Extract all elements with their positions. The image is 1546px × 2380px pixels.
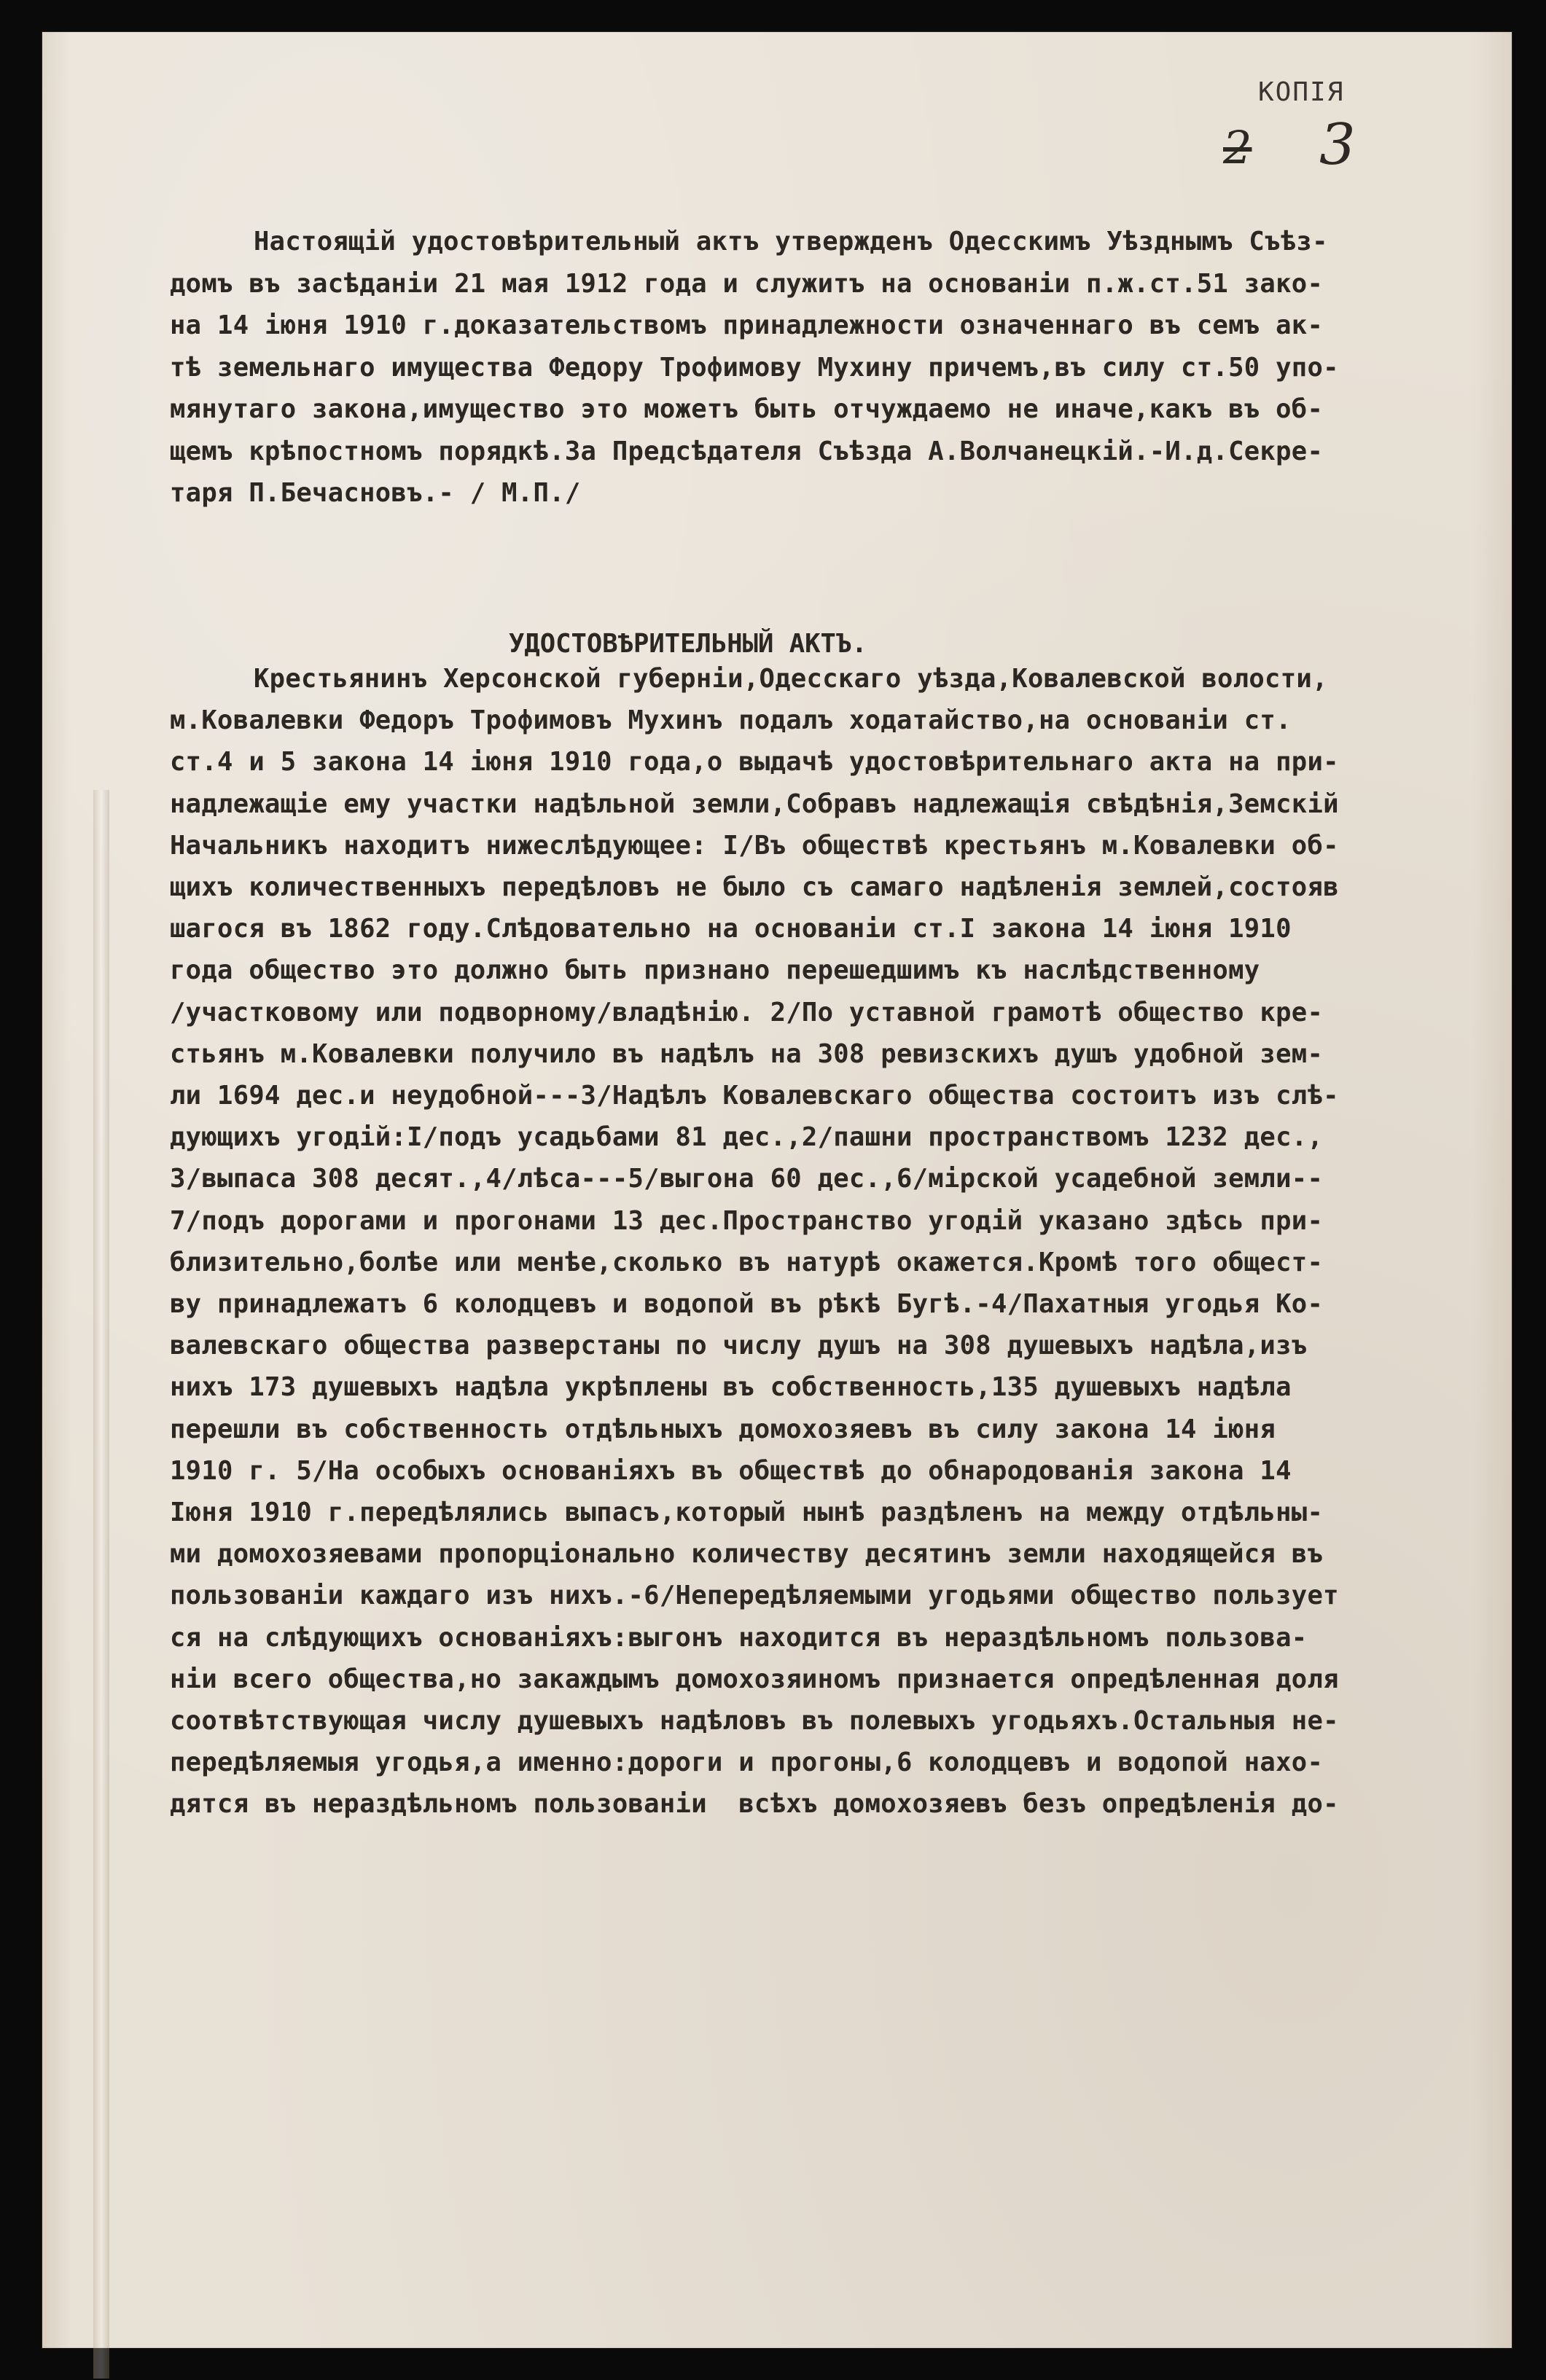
text-line: домъ въ засѣданіи 21 мая 1912 года и служитъ на основаніи п.ж.ст.51 зако- [170, 268, 1324, 299]
text-line: надлежащіе ему участки надѣльной земли,Собравъ надлежащія свѣдѣнія,Земскій [170, 788, 1339, 819]
text-line: близительно,болѣе или менѣе,сколько въ натурѣ окажется.Кромѣ того общест- [170, 1247, 1324, 1277]
text-line: Іюня 1910 г.передѣлялись выпасъ,который нынѣ раздѣленъ на между отдѣльны- [170, 1498, 1324, 1527]
text-line: 1910 г. 5/На особыхъ основаніяхъ въ обществѣ до обнародованія закона 14 [170, 1455, 1292, 1486]
text-line: ми домохозяевами пропорціонально количеству десятинъ земли находящейся въ [170, 1539, 1324, 1570]
text-line: ніи всего общества,но закаждымъ домохозяиномъ признается опредѣленная доля [170, 1664, 1339, 1694]
text-line: Начальникъ находитъ нижеслѣдующее: I/Въ обществѣ крестьянъ м.Ковалевки об- [170, 830, 1339, 861]
text-line: ся на слѣдующихъ основаніяхъ:выгонъ находится въ нераздѣльномъ пользова- [170, 1622, 1308, 1653]
copy-mark: КОПІЯ [1258, 77, 1345, 107]
text-line: пользованіи каждаго изъ нихъ.-6/Непередѣляемыми угодьями общество пользует [170, 1581, 1339, 1611]
text-line: щемъ крѣпостномъ порядкѣ.За Предсѣдателя Съѣзда А.Волчанецкій.-И.д.Секре- [170, 436, 1324, 466]
text-line: ву принадлежатъ 6 колодцевъ и водопой въ рѣкѣ Бугѣ.-4/Пахатныя угодья Ко- [170, 1289, 1324, 1319]
text-line: шагося въ 1862 году.Слѣдовательно на основаніи ст.I закона 14 іюня 1910 [170, 914, 1292, 944]
text-line: дятся въ нераздѣльномъ пользованіи всѣхъ домохозяевъ безъ опредѣленія до- [170, 1789, 1339, 1820]
document-title: УДОСТОВѢРИТЕЛЬНЫЙ АКТЪ. [509, 629, 867, 659]
text-line: стьянъ м.Ковалевки получило въ надѣлъ на 308 ревизскихъ душъ удобной зем- [170, 1038, 1324, 1069]
text-line: 3/выпаса 308 десят.,4/лѣса---5/выгона 60 дес.,6/мірской усадебной земли-- [170, 1164, 1324, 1194]
text-line: дующихъ угодій:I/подъ усадьбами 81 дес.,2/пашни пространствомъ 1232 дес., [170, 1122, 1324, 1153]
text-line: на 14 іюня 1910 г.доказательствомъ принадлежности означеннаго въ семъ ак- [170, 310, 1324, 340]
text-line: ли 1694 дес.и неудобной---3/Надѣлъ Ковалевскаго общества состоитъ изъ слѣ- [170, 1081, 1339, 1111]
text-line: перешли въ собственность отдѣльныхъ домохозяевъ въ силу закона 14 іюня [170, 1414, 1276, 1444]
text-line: мянутаго закона,имущество это можетъ быть отчуждаемо не иначе,какъ въ об- [170, 394, 1324, 424]
document-text [42, 32, 1512, 2348]
text-line: ст.4 и 5 закона 14 іюня 1910 года,о выдачѣ удостовѣрительнаго акта на при- [170, 747, 1339, 778]
text-line: валевскаго общества разверстаны по числу душъ на 308 душевыхъ надѣла,изъ [170, 1331, 1308, 1361]
text-line: таря П.Бечасновъ.- / М.П./ [170, 478, 581, 508]
text-line: года общество это должно быть признано перешедшимъ къ наслѣдственному [170, 955, 1260, 986]
document-page [42, 32, 1512, 2348]
text-line: Настоящій удостовѣрительный актъ утвержденъ Одесскимъ Уѣзднымъ Съѣз- [254, 227, 1328, 257]
text-line: м.Ковалевки Федоръ Трофимовъ Мухинъ подалъ ходатайство,на основаніи ст. [170, 705, 1292, 736]
text-line: Крестьянинъ Херсонской губерніи,Одесскаго уѣзда,Ковалевской волости, [254, 664, 1328, 694]
folio-number-crossed: 2 [1223, 121, 1252, 174]
text-line: нихъ 173 душевыхъ надѣла укрѣплены въ собственность,135 душевыхъ надѣла [170, 1372, 1292, 1403]
text-line: 7/подъ дорогами и прогонами 13 дес.Пространство угодій указано здѣсь при- [170, 1205, 1324, 1236]
text-line: щихъ количественныхъ передѣловъ не было съ самаго надѣленія землей,состояв [170, 872, 1339, 902]
text-line: тѣ земельнаго имущества Федору Трофимову Мухину причемъ,въ силу ст.50 упо- [170, 352, 1339, 383]
folio-number: 3 [1319, 112, 1356, 178]
text-line: /участковому или подворному/владѣнію. 2/По уставной грамотѣ общество кре- [170, 997, 1324, 1027]
text-line: передѣляемыя угодья,а именно:дороги и прогоны,6 колодцевъ и водопой нахо- [170, 1747, 1324, 1778]
text-line: соотвѣтствующая числу душевыхъ надѣловъ въ полевыхъ угодьяхъ.Остальныя не- [170, 1706, 1339, 1736]
